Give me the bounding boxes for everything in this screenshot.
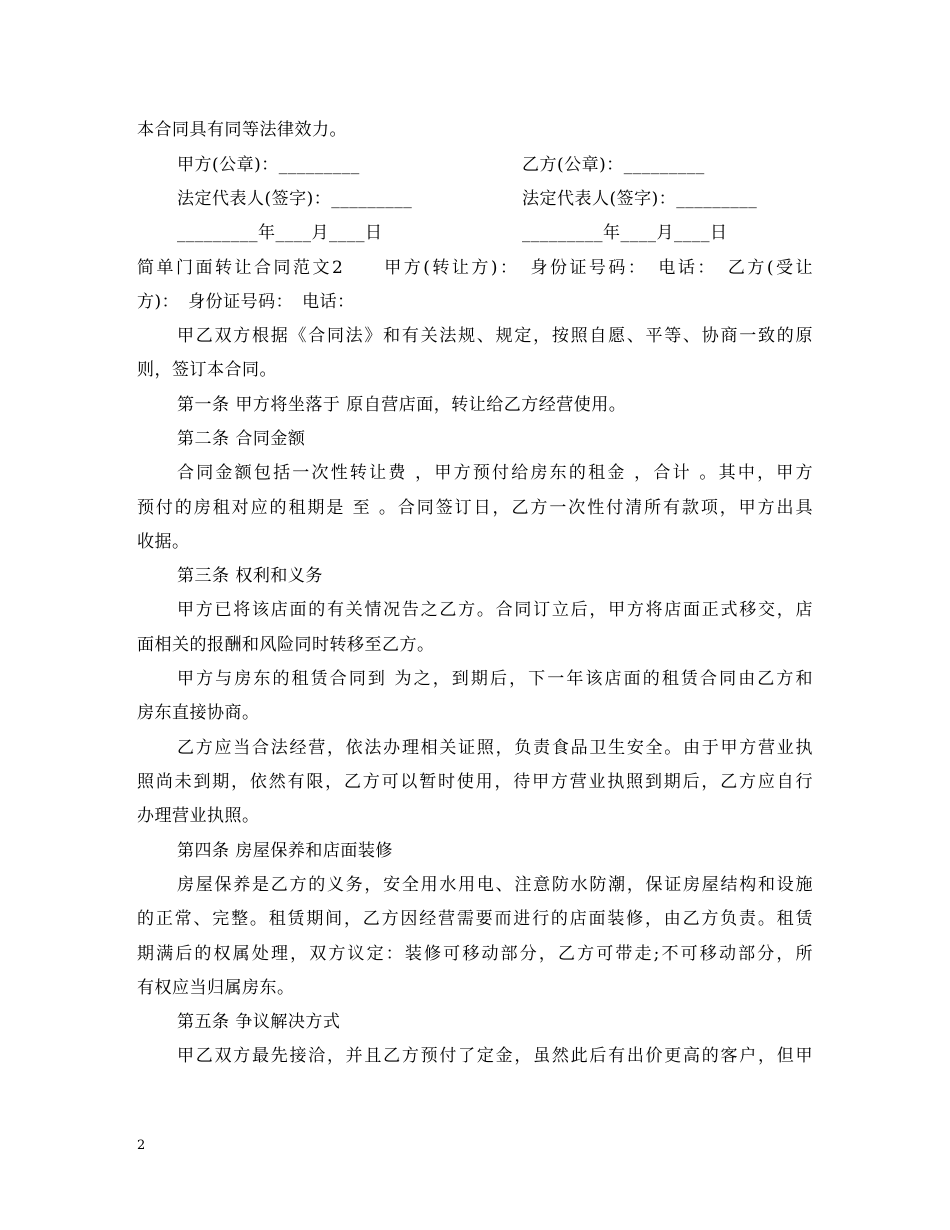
paragraph-line: 房东直接协商。 [137, 703, 260, 723]
paragraph-line: 则，签订本合同。 [137, 360, 277, 380]
article-3-heading: 第三条 权利和义务 [177, 566, 323, 586]
article-2-heading: 第二条 合同金额 [177, 429, 306, 449]
paragraph-line: 收据。 [137, 532, 190, 552]
paragraph-line: 期满后的权属处理，双方议定：装修可移动部分，乙方可带走;不可移动部分，所 [137, 944, 813, 964]
paragraph-line: 的正常、完整。租赁期间，乙方因经营需要而进行的店面装修，由乙方负责。租赁 [137, 909, 813, 929]
article-5-heading: 第五条 争议解决方式 [177, 1012, 341, 1032]
paragraph-line: 有权应当归属房东。 [137, 978, 295, 998]
paragraph-line: 乙方应当合法经营，依法办理相关证照，负责食品卫生安全。由于甲方营业执 [177, 738, 813, 758]
paragraph-line: 面相关的报酬和风险同时转移至乙方。 [137, 635, 435, 655]
party-a-representative: 法定代表人(签字)：_________ [177, 189, 413, 209]
article-1: 第一条 甲方将坐落于 原自营店面，转让给乙方经营使用。 [177, 395, 627, 415]
paragraph-line: 房屋保养是乙方的义务，安全用水用电、注意防水防潮，保证房屋结构和设施 [177, 875, 813, 895]
text-line: 本合同具有同等法律效力。 [137, 120, 347, 140]
article-4-heading: 第四条 房屋保养和店面装修 [177, 841, 393, 861]
paragraph-line: 照尚未到期，依然有限，乙方可以暂时使用，待甲方营业执照到期后，乙方应自行 [137, 772, 813, 792]
paragraph-line: 合同金额包括一次性转让费 ，甲方预付给房东的租金 ，合计 。其中，甲方 [177, 463, 813, 483]
paragraph-line: 甲方与房东的租赁合同到 为之，到期后，下一年该店面的租赁合同由乙方和 [177, 669, 813, 689]
party-a-date: _________年____月____日 [177, 223, 383, 243]
paragraph-line: 办理营业执照。 [137, 806, 260, 826]
contract-title-line: 简单门面转让合同范文2 甲方(转让方)： 身份证号码： 电话： 乙方(受让 [137, 258, 813, 278]
page-number: 2 [137, 1138, 146, 1153]
party-b-representative: 法定代表人(签字)：_________ [522, 189, 758, 209]
party-a-seal: 甲方(公章)：_________ [177, 155, 360, 175]
paragraph-line: 甲乙双方根据《合同法》和有关法规、规定，按照自愿、平等、协商一致的原 [177, 326, 813, 346]
text-line: 方)： 身份证号码： 电话： [137, 292, 355, 312]
paragraph-line: 预付的房租对应的租期是 至 。合同签订日，乙方一次性付清所有款项，甲方出具 [137, 498, 813, 518]
paragraph-line: 甲方已将该店面的有关情况告之乙方。合同订立后，甲方将店面正式移交，店 [177, 600, 813, 620]
party-b-date: _________年____月____日 [522, 223, 728, 243]
party-b-seal: 乙方(公章)：_________ [522, 155, 705, 175]
paragraph-line: 甲乙双方最先接洽，并且乙方预付了定金，虽然此后有出价更高的客户，但甲 [177, 1046, 813, 1066]
